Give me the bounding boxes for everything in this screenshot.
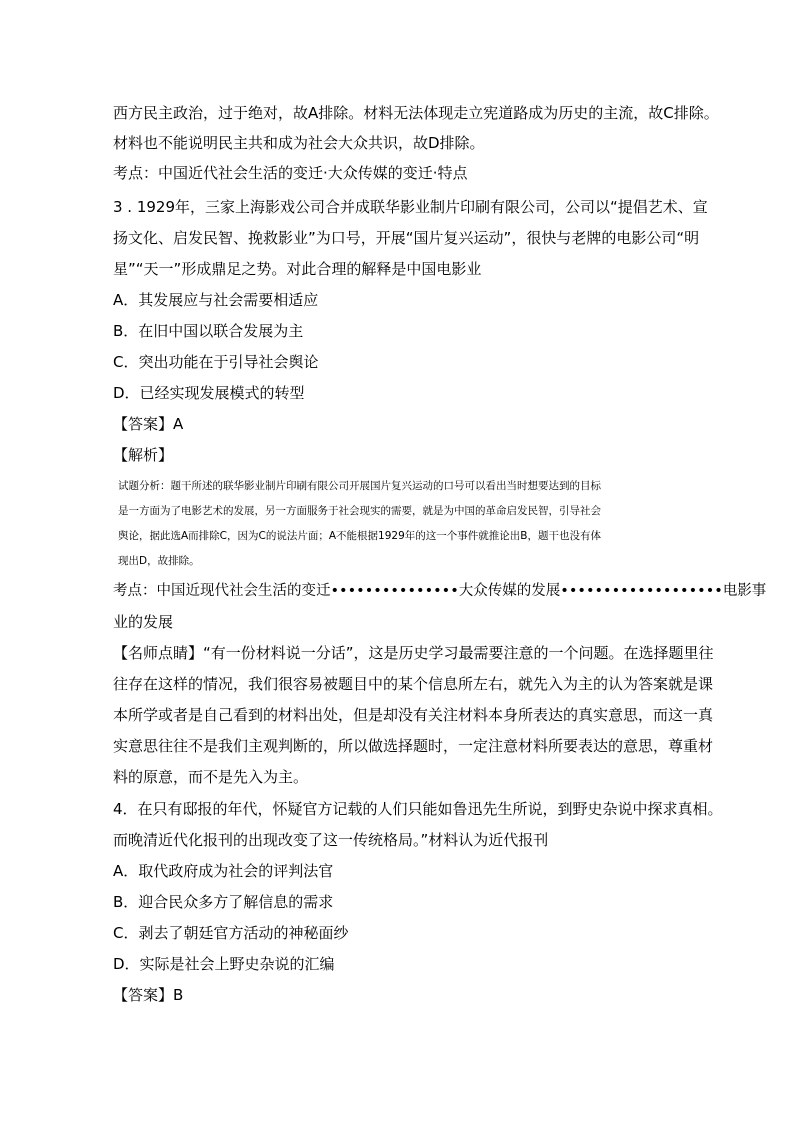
option-b: B．迎合民众多方了解信息的需求 [113, 893, 334, 911]
kaodian-line [113, 581, 766, 601]
kaodian-line: 业的发展 [113, 613, 174, 631]
option-a: A．取代政府成为社会的评判法官 [113, 862, 334, 880]
question-3-line: 扬文化、启发民智、挽救影业”为口号，开展“国片复兴运动”，很快与老牌的电影公司“明 [113, 229, 700, 247]
option-a: A．其发展应与社会需要相适应 [113, 291, 319, 309]
option-c: C．突出功能在于引导社会舆论 [113, 353, 319, 371]
text-line: 考点：中国近代社会生活的变迁·大众传媒的变迁·特点 [113, 164, 468, 182]
text-line: 西方民主政治，过于绝对，故A排除。材料无法体现走立宪道路成为历史的主流，故C排除。 [113, 104, 719, 122]
answer-label: 【答案】A [113, 415, 184, 433]
leader-dots: ••••••••••••••• [330, 583, 459, 599]
analysis-text: 舆论，据此选A而排除C，因为C的说法片面；A不能根据1929年的这一个事件就推论出B，题干也没有体 [118, 530, 601, 542]
question-3-line: 星”“天一”形成鼎足之势。对此合理的解释是中国电影业 [113, 260, 482, 278]
option-d: D．已经实现发展模式的转型 [113, 384, 305, 402]
text-line: 材料也不能说明民主共和成为社会大众共识，故D排除。 [113, 134, 485, 152]
kaodian-part: 电影事 [722, 583, 767, 599]
tip-line: 实意思往往不是我们主观判断的，所以做选择题时，一定注意材料所要表达的意思，尊重材 [113, 737, 714, 755]
option-b: B．在旧中国以联合发展为主 [113, 322, 304, 340]
leader-dots: ••••••••••••••••••• [560, 583, 723, 599]
option-d: D．实际是社会上野史杂说的汇编 [113, 955, 335, 973]
kaodian-part: 大众传媒的发展 [458, 583, 561, 599]
analysis-text: 是一方面为了电影艺术的发展，另一方面服务于社会现实的需要，就是为中国的革命启发民智，引导社会 [118, 505, 601, 517]
analysis-label: 【解析】 [113, 446, 174, 464]
kaodian-part: 考点：中国近现代社会生活的变迁 [113, 583, 331, 599]
tip-line: 【名师点睛】“有一份材料说一分话”，这是历史学习最需要注意的一个问题。在选择题里往 [113, 644, 714, 662]
tip-line: 往存在这样的情况，我们很容易被题目中的某个信息所左右，就先入为主的认为答案就是课 [113, 675, 714, 693]
question-3-line: 3 . 1929年，三家上海影戏公司合并成联华影业制片印刷有限公司，公司以“提倡艺术、宣 [113, 198, 708, 216]
question-4-line: 而晚清近代化报刊的出现改变了这一传统格局。”材料认为近代报刊 [113, 831, 549, 849]
analysis-text: 试题分析：题干所述的联华影业制片印刷有限公司开展国片复兴运动的口号可以看出当时想要达到的目标 [118, 480, 601, 492]
answer-label: 【答案】B [113, 986, 184, 1004]
analysis-text: 现出D，故排除。 [118, 555, 200, 567]
question-4-line: 4．在只有邸报的年代，怀疑官方记载的人们只能如鲁迅先生所说，到野史杂说中探求真相。 [113, 800, 723, 818]
tip-line: 料的原意，而不是先入为主。 [113, 768, 309, 786]
option-c: C．剥去了朝廷官方活动的神秘面纱 [113, 924, 349, 942]
tip-line: 本所学或者是自己看到的材料出处，但是却没有关注材料本身所表达的真实意思，而这一真 [113, 706, 714, 724]
